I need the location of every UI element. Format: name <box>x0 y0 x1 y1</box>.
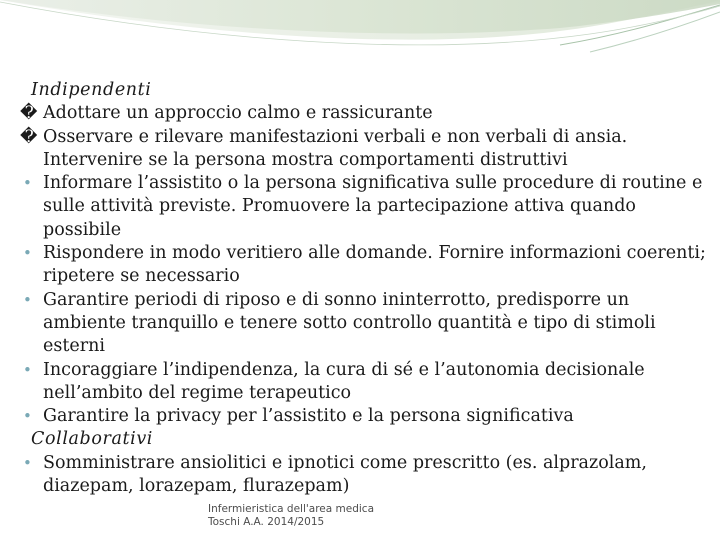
list-item-text: Garantire la privacy per l’assistito e la persona significativa <box>43 406 574 427</box>
bullet-icon: • <box>23 174 32 193</box>
bullet-icon: • <box>23 290 32 309</box>
bullet-icon: • <box>23 360 32 379</box>
list-item-text: Informare l’assistito o la persona significativa sulle procedure di routine e sulle attività previste. Promuovere la partecipazione attiva quando possibile <box>43 173 703 240</box>
list-item-text: Incoraggiare l’indipendenza, la cura di sé e l’autonomia decisionale nell’ambito del regime terapeutico <box>43 359 645 403</box>
bullet-icon: • <box>23 453 32 472</box>
list-item <box>20 102 710 125</box>
bullet-icon: • <box>23 407 32 426</box>
header-swoosh-decoration <box>0 0 720 80</box>
footer-course-name: Infermieristica dell'area medica <box>208 503 375 515</box>
list-item <box>20 359 710 406</box>
footer-author-year: Toschi A.A. 2014/2015 <box>208 516 325 528</box>
list-item-text: Somministrare ansiolitici e ipnotici come prescritto (es. alprazolam, diazepam, lorazepam, flurazepam) <box>43 452 647 497</box>
heading-collaborativi: Collaborativi <box>31 429 154 450</box>
heading-indipendenti: Indipendenti <box>31 80 152 100</box>
list-item-text: Osservare e rilevare manifestazioni verbali e non verbali di ansia. Intervenire se la persona mostra comportamenti distruttivi <box>43 126 628 170</box>
list-item-text: Adottare un approccio calmo e rassicurante <box>43 103 433 124</box>
missing-glyph-bullet-icon: � <box>20 103 38 124</box>
list-item <box>20 126 710 173</box>
bullet-icon: • <box>23 244 32 263</box>
missing-glyph-bullet-icon: � <box>20 126 38 147</box>
list-item-text: Rispondere in modo veritiero alle domande. Fornire informazioni coerenti; ripetere se necessario <box>43 243 706 287</box>
list-item <box>20 172 710 242</box>
list-item-text: Garantire periodi di riposo e di sonno ininterrotto, predisporre un ambiente tranquillo e tenere sotto controllo quantità e tipo di stimoli esterni <box>43 289 656 357</box>
list-item <box>20 405 710 428</box>
list-item <box>20 289 710 359</box>
list-item <box>20 242 710 289</box>
slide-footer <box>208 503 374 529</box>
slide-body <box>20 79 710 498</box>
list-item <box>20 452 710 499</box>
